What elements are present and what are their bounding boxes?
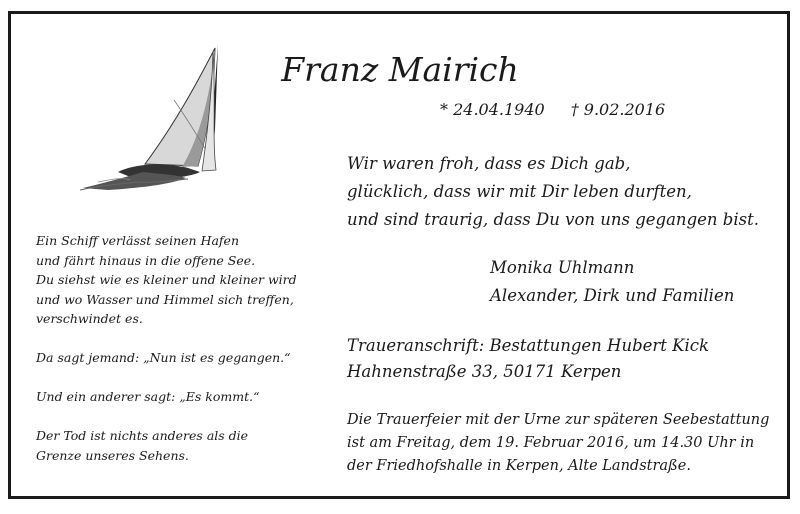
poem-line: Du siehst wie es kleiner und kleiner wird [36, 272, 297, 287]
poem-line: Und ein anderer sagt: „Es kommt.“ [36, 389, 260, 404]
verse-line: und sind traurig, dass Du von uns gegangen bist. [347, 210, 759, 229]
ceremony-line: ist am Freitag, dem 19. Februar 2016, um 14.30 Uhr in [347, 435, 755, 451]
poem-stanza [36, 348, 326, 368]
poem-line: und fährt hinaus in die offene See. [36, 252, 256, 268]
ceremony-info [347, 409, 769, 478]
poem [36, 231, 326, 465]
poem-line: Der Tod ist nichts anderes als die [36, 428, 249, 443]
deceased-name: Franz Mairich [281, 50, 519, 89]
ceremony-line: der Friedhofshalle in Kerpen, Alte Landstraße. [347, 458, 691, 474]
deceased-name-row [0, 50, 800, 89]
ceremony-line: Die Trauerfeier mit der Urne zur späteren Seebestattung [347, 412, 770, 428]
address-line: Traueranschrift: Bestattungen Hubert Kick [347, 336, 710, 355]
life-dates [440, 100, 665, 119]
poem-stanza [36, 231, 326, 329]
poem-line: Grenze unseres Sehens. [36, 447, 189, 463]
poem-line: Ein Schiff verlässt seinen Hafen [36, 233, 240, 248]
mourner-line: Alexander, Dirk und Familien [490, 286, 735, 305]
poem-line: verschwindet es. [36, 311, 143, 326]
memorial-verse [347, 150, 759, 234]
address-line: Hahnenstraße 33, 50171 Kerpen [347, 362, 622, 381]
poem-line: Da sagt jemand: „Nun ist es gegangen.“ [36, 350, 291, 365]
poem-stanza [36, 387, 326, 407]
poem-line: und wo Wasser und Himmel sich treffen, [36, 291, 294, 307]
birth-date: * 24.04.1940 [440, 100, 545, 119]
death-date: † 9.02.2016 [570, 100, 666, 119]
verse-line: Wir waren froh, dass es Dich gab, [347, 154, 631, 173]
mourning-address [347, 333, 709, 385]
poem-stanza [36, 426, 326, 465]
verse-line: glücklich, dass wir mit Dir leben durften, [347, 182, 692, 201]
mourner-line: Monika Uhlmann [490, 258, 635, 277]
mourners [490, 254, 734, 310]
